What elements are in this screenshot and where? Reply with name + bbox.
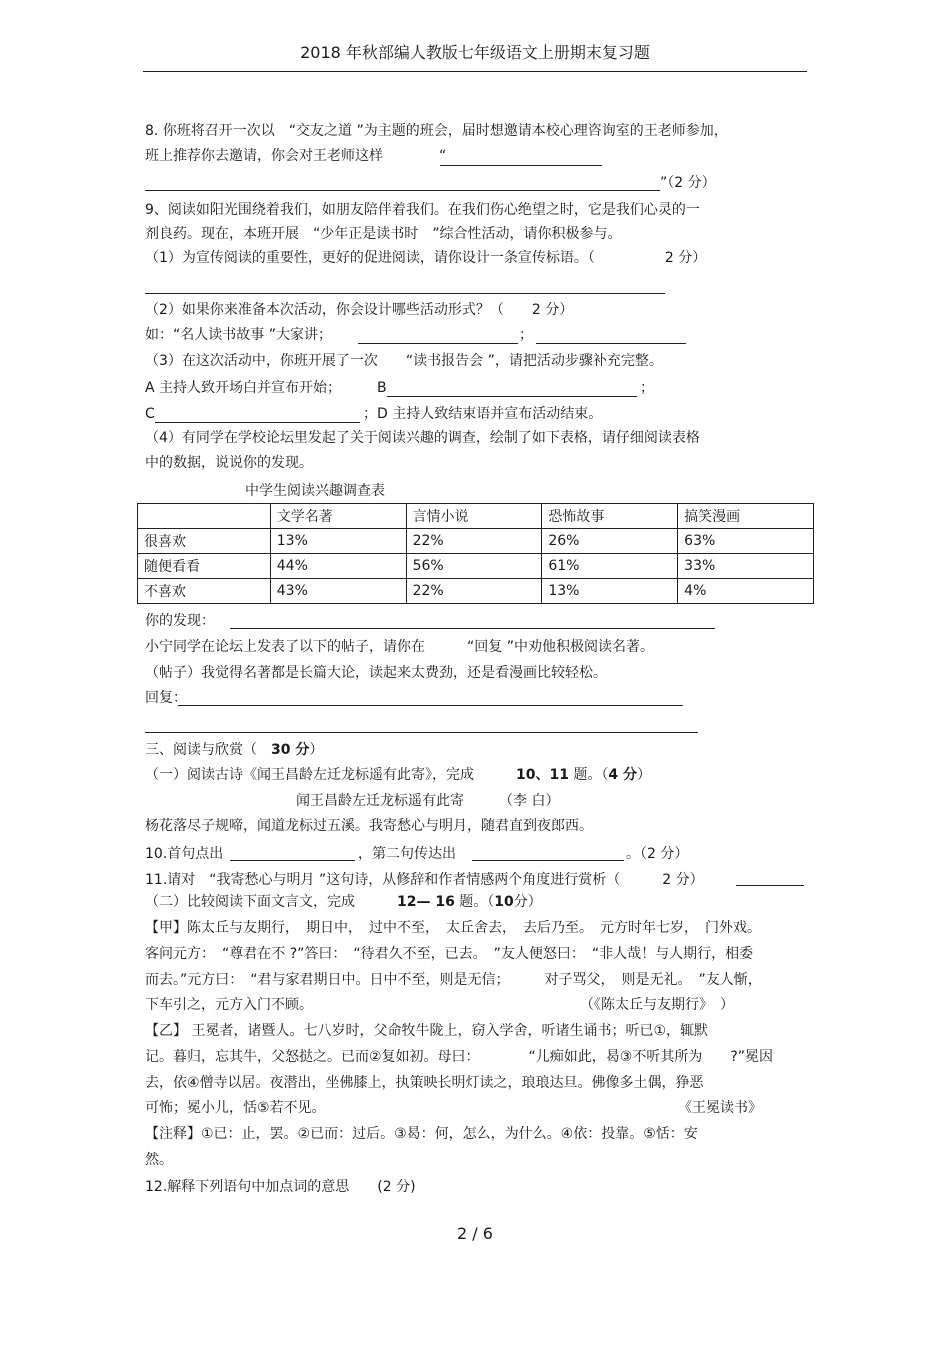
passage-yi-line2: 记。暮归，忘其牛，父怒挞之。已而②复如初。母曰： “儿痴如此，曷③不听其所为 ?”冕因 [145,1049,774,1065]
reply-blank-2 [145,732,698,733]
passage-jia-line4: 下车引之，元方入门不顾。 [145,997,313,1013]
q10-mid: ，第二句传达出 [358,846,456,862]
header-rule [143,71,807,72]
q11-blank [736,885,804,886]
table-header-cell: 恐怖故事 [542,504,678,529]
passage-yi-source: 《王冕读书》 [678,1100,762,1116]
page-header-title: 2018 年秋部编人教版七年级语文上册期末复习题 [300,43,650,62]
table-header-cell: 文学名著 [270,504,406,529]
q9-part4-line1: （4）有同学在学校论坛里发起了关于阅读兴趣的调查，绘制了如下表格，请仔细阅读表格 [145,430,700,446]
notes-line1: 【注释】①已：止，罢。②已而：过后。③曷：何，怎么，为什么。④依：投靠。⑤恬：安 [145,1126,698,1142]
table-cell: 56% [406,554,542,579]
sub2-score: 10 [494,894,514,910]
finding-blank [230,628,715,629]
notes-line2: 然。 [145,1152,173,1168]
sub2-questions: 12— 16 [397,894,455,910]
q9-part1-blank [145,293,665,294]
xiaoning-instruction: 小宁同学在论坛上发表了以下的帖子，请你在 “回复 ”中劝他积极阅读名著。 [145,639,654,655]
sub1-pre: （一）阅读古诗《闻王昌龄左迁龙标遥有此寄》，完成 [145,767,516,783]
sub2-pre: （二）比较阅读下面文言文，完成 [145,894,397,910]
q9-step-c-blank [155,422,360,423]
q9-part2-example: 如：“名人读书故事 ”大家讲； [145,327,332,343]
table-cell: 43% [270,579,406,604]
passage-jia-line2: 客问元方： “尊君在不 ?”答曰： “待君久不至，已去。 ”友人便怒曰： “非人哉！与人期行，相委 [145,946,754,962]
table-header-cell [138,504,271,529]
q9-part2: （2）如果你来准备本次活动，你会设计哪些活动形式？（ 2 分） [145,302,574,318]
table-cell: 63% [678,529,814,554]
table-caption: 中学生阅读兴趣调查表 [245,483,385,499]
table-cell: 33% [678,554,814,579]
passage-jia-source: （《陈太丘与友期行》 ） [580,997,734,1013]
finding-label: 你的发现： [145,613,215,629]
q9-line2: 剂良药。现在，本班开展 “少年正是读书时 ”综合性活动，请你积极参与。 [145,226,622,242]
q9-step-d: ；D 主持人致结束语并宣布活动结束。 [363,406,603,422]
poem-title: 闻王昌龄左迁龙标遥有此寄 （李 白） [296,793,560,809]
table-cell: 很喜欢 [138,529,271,554]
poem-text: 杨花落尽子规啼，闻道龙标过五溪。我寄愁心与明月，随君直到夜郎西。 [145,818,593,834]
passage-jia-line3: 而去。”元方曰： “君与家君期日中。日中不至，则是无信； 对子骂父， 则是无礼。 ”友人惭， [145,972,762,988]
q9-step-b-end: ； [640,380,654,396]
table-row [138,579,814,604]
table-header-row [138,504,814,529]
reply-blank-1 [178,705,683,706]
q9-part4-line2: 中的数据，说说你的发现。 [145,455,313,471]
table-cell: 不喜欢 [138,579,271,604]
q12: 12.解释下列语句中加点词的意思 (2 分) [145,1179,416,1195]
passage-yi-line1: 【乙】 王冕者，诸暨人。七八岁时，父命牧牛陇上，窃入学舍，听诸生诵书；听已①，辄默 [145,1023,708,1039]
table-cell: 26% [542,529,678,554]
q8-score: ”（2 分） [660,175,716,191]
q10-blank-2 [472,860,624,861]
q9-part1: （1）为宣传阅读的重要性，更好的促进阅读，请你设计一条宣传标语。（ 2 分） [145,250,707,266]
sub1-questions: 10、11 [516,767,569,783]
sub2-post: 分） [513,894,542,910]
reply-label: 回复： [145,690,187,706]
sub1-mid: 题。（ [568,767,609,783]
q8-answer-blank-2 [145,190,660,191]
section3-title [145,741,323,759]
q9-step-b-blank [387,396,637,397]
table-cell: 随便看看 [138,554,271,579]
q11: 11.请对 “我寄愁心与明月 ”这句诗，从修辞和作者情感两个角度进行赏析（ 2 分） [145,872,704,888]
q9-part2-blank-1 [358,343,518,344]
table-cell: 4% [678,579,814,604]
q9-step-c: C [145,406,155,422]
q9-part2-blank-2 [536,343,686,344]
q9-step-b: B [377,380,387,396]
q8-line2: 班上推荐你去邀请，你会对王老师这样 “ [145,148,447,164]
q10-pre: 10.首句点出 [145,846,224,862]
section3-title-post: ） [309,742,324,758]
table-header-cell: 言情小说 [406,504,542,529]
page-number: 2 / 6 [457,1224,493,1243]
q8-line1: 8. 你班将召开一次以 “交友之道 ”为主题的班会，届时想邀请本校心理咨询室的王老师参加， [145,123,728,139]
section3-title-score: 30 分 [271,742,310,758]
q10-post: 。（2 分） [626,846,689,862]
sub2-mid: 题。（ [454,894,495,910]
subsection1-title [145,766,651,784]
table-header-cell: 搞笑漫画 [678,504,814,529]
passage-yi-line3: 去，依④僧寺以居。夜潜出，坐佛膝上，执策映长明灯读之，琅琅达旦。佛像多土偶，狰恶 [145,1075,704,1091]
table-cell: 44% [270,554,406,579]
q9-part2-semicolon: ； [519,327,533,343]
table-cell: 61% [542,554,678,579]
passage-yi-line4: 可怖；冕小儿，恬⑤若不见。 [145,1100,326,1116]
sub1-post: ） [637,767,652,783]
table-cell: 13% [270,529,406,554]
table-row [138,554,814,579]
section3-title-pre: 三、阅读与欣赏（ [145,742,271,758]
table-cell: 22% [406,579,542,604]
q9-part3: （3）在这次活动中，你班开展了一次 “读书报告会 ”，请把活动步骤补充完整。 [145,353,663,369]
table-cell: 13% [542,579,678,604]
table-cell: 22% [406,529,542,554]
passage-jia-line1: 【甲】陈太丘与友期行， 期日中， 过中不至， 太丘舍去， 去后乃至。 元方时年七岁， 门外戏。 [145,920,761,936]
q9-line1: 9、阅读如阳光围绕着我们，如朋友陪伴着我们。在我们伤心绝望之时，它是我们心灵的一 [145,202,700,218]
reading-interest-table [137,503,814,604]
table-row [138,529,814,554]
q8-answer-blank-1 [440,165,602,166]
forum-post: （帖子）我觉得名著都是长篇大论，读起来太费劲，还是看漫画比较轻松。 [145,665,607,681]
subsection2-title [145,893,542,911]
sub1-score: 4 分 [608,767,638,783]
q9-step-a: A 主持人致开场白并宣布开始； [145,380,342,396]
q10-blank-1 [230,860,355,861]
